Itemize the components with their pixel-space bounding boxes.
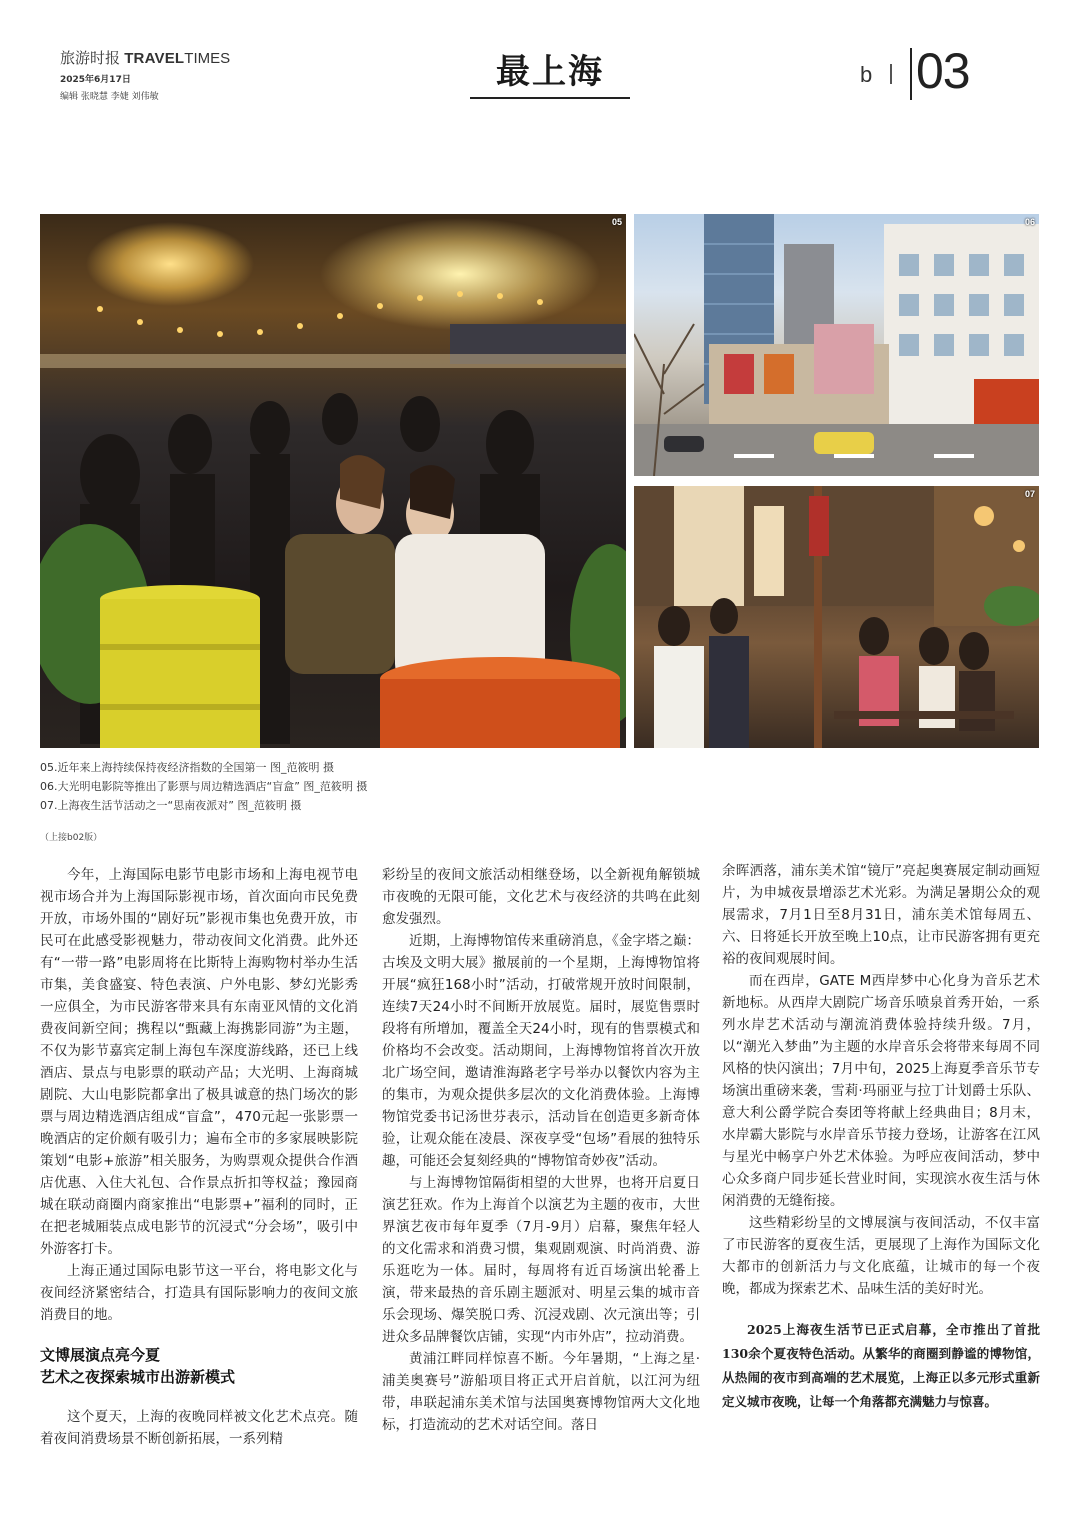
page-divider-short bbox=[890, 64, 892, 84]
night-market-illustration bbox=[40, 214, 626, 748]
subheading bbox=[40, 1344, 358, 1388]
paragraph: 这个夏天，上海的夜晚同样被文化艺术点亮。随着夜间消费场景不断创新拓展，一系列精 bbox=[40, 1409, 358, 1447]
brand-en-light: TIMES bbox=[184, 50, 231, 67]
newspaper-brand bbox=[60, 50, 260, 68]
photo-sinan-night-party bbox=[634, 486, 1039, 748]
paragraph: 余晖洒落，浦东美术馆“镜厅”亮起奥赛展定制动画短片，为申城夜景增添艺术光彩。为满足暑期公众的观展需求，7月1日至8月31日，浦东美术馆每周五、六、日将延长开放至晚上10点，让市民游客拥有更充裕的夜间观展时间。 bbox=[722, 863, 1040, 967]
continued-from-note: （上接b02版） bbox=[40, 833, 103, 843]
photo-tag-05: 05 bbox=[611, 217, 622, 227]
photo-night-market bbox=[40, 214, 626, 748]
photo-tag-07: 07 bbox=[1024, 489, 1035, 499]
caption-06: 06.大光明电影院等推出了影票与周边精选酒店“盲盒” 图_范筱明 摄 bbox=[40, 780, 368, 793]
paragraph: 这些精彩纷呈的文博展演与夜间活动，不仅丰富了市民游客的夏夜生活，更展现了上海作为国际文化大都市的创新活力与文化底蕴，让城市的每一个夜晚，都成为探索艺术、品味生活的美好时光。 bbox=[722, 1215, 1040, 1297]
photo-captions bbox=[40, 758, 640, 815]
paragraph: 上海正通过国际电影节这一平台，将电影文化与夜间经济紧密结合，打造具有国际影响力的夜间文旅消费目的地。 bbox=[40, 1263, 358, 1323]
subheading-line-2: 艺术之夜探索城市出游新模式 bbox=[40, 1368, 236, 1386]
summary-box: 2025上海夜生活节已正式启幕，全市推出了首批130余个夏夜特色活动。从繁华的商圈到静谧的博物馆，从热闹的夜市到高端的艺术展览，上海正以多元形式重新定义城市夜晚，让每一个角落都充满魅力与惊喜。 bbox=[722, 1322, 1040, 1409]
cinema-street-illustration bbox=[634, 214, 1039, 476]
paragraph: 彩纷呈的夜间文旅活动相继登场，以全新视角解锁城市夜晚的无限可能，文化艺术与夜经济的共鸣在此刻愈发强烈。 bbox=[382, 867, 700, 927]
section-title: 最上海 bbox=[496, 52, 604, 92]
masthead bbox=[60, 50, 260, 102]
paragraph: 近期，上海博物馆传来重磅消息，《金字塔之巅：古埃及文明大展》撤展前的一个星期，上海博物馆将开展“疯狂168小时”活动，打破常规开放时间限制，连续7天24小时不间断开放展览。届时，展览售票时段将有所增加，覆盖全天24小时，现有的售票模式和价格均不会改变。活动期间，上海博物馆将首次开放北广场空间，邀请淮海路老字号举办以餐饮内容为主的集市，为观众提供多层次的文化消费体验。上海博物馆党委书记汤世芬表示，活动旨在创造更多新奇体验，让观众能在凌晨、深夜享受“包场”看展的独特乐趣，可能还会复刻经典的“博物馆奇妙夜”活动。 bbox=[382, 933, 700, 1169]
paragraph: 而在西岸，GATE M西岸梦中心化身为音乐艺术新地标。从西岸大剧院广场音乐喷泉首秀开始，一系列水岸艺术活动与潮流消费体验持续升级。7月，以“潮光入梦曲”为主题的水岸音乐会将带来每周不同风格的快闪演出；7月中旬，2025上海夏季音乐节专场演出重磅来袭，雪莉·玛丽亚与拉丁计划爵士乐队、意大利公爵学院合奏团等将献上经典曲目；8月末，水岸霸大影院与水岸音乐节接力登场，让游客在江风与星光中畅享户外艺术体验。为呼应夜间活动，梦中心众多商户同步延长营业时间，实现滨水夜生活与休闲消费的无缝衔接。 bbox=[722, 973, 1040, 1209]
caption-05: 05.近年来上海持续保持夜经济指数的全国第一 图_范筱明 摄 bbox=[40, 761, 334, 774]
article-column-2 bbox=[382, 864, 700, 1436]
paragraph: 今年，上海国际电影节电影市场和上海电视节电视市场合并为上海国际影视市场，首次面向市民免费开放，市场外围的“剧好玩”影视市集也免费开放，市民可在此感受影视魅力，带动夜间文化消费。此外还有“一带一路”电影周将在比斯特上海购物村举办生活市集，美食盛宴、特色表演、户外电影、梦幻光影秀一应俱全，为市民游客带来具有东南亚风情的文化消费夜间新空间；携程以“甄藏上海携影同游”为主题，不仅为影节嘉宾定制上海包车深度游线路，还已上线酒店、景点与电影票的联动产品；大光明、上海商城剧院、大山电影院都拿出了极具诚意的热门场次的影票与周边精选酒店组成“盲盒”，470元起一张影票一晚酒店的定价颇有吸引力；遍布全市的多家展映影院策划“电影+旅游”相关服务，为购票观众提供合作酒店优惠、入住大礼包、合作景点折扣等权益；豫园商城在联动商圈内商家推出“电影票+”福利的同时，正在把老城厢装点成电影节的沉浸式“分会场”，吸引中外游客打卡。 bbox=[40, 867, 358, 1257]
brand-cn: 旅游时报 bbox=[60, 50, 121, 67]
subheading-line-1: 文博展演点亮今夏 bbox=[40, 1346, 161, 1364]
caption-07: 07.上海夜生活节活动之一“思南夜派对” 图_范筱明 摄 bbox=[40, 799, 302, 812]
article-column-3 bbox=[722, 860, 1040, 1414]
paragraph: 与上海博物馆隔街相望的大世界，也将开启夏日演艺狂欢。作为上海首个以演艺为主题的夜市，大世界演艺夜市每年夏季（7月-9月）启幕，聚焦年轻人的文化需求和消费习惯，集观剧观演、时尚消费、游乐逛吃为一体。届时，每周将有近百场演出轮番上演，带来最热的音乐剧主题派对、明星云集的城市音乐会现场、爆笑脱口秀、沉浸戏剧、次元演出等；引进众多品牌餐饮店铺，实现“内市外店”，拉动消费。 bbox=[382, 1175, 700, 1345]
night-party-illustration bbox=[634, 486, 1039, 748]
page-divider bbox=[910, 48, 912, 100]
page-number: 03 bbox=[916, 43, 970, 99]
photo-cinema-street bbox=[634, 214, 1039, 476]
title-underline bbox=[470, 97, 630, 99]
paragraph: 黄浦江畔同样惊喜不断。今年暑期，“上海之星·浦美奥赛号”游船项目将正式开启首航，以江河为纽带，串联起浦东美术馆与法国奥赛博物馆两大文化地标，打造流动的艺术对话空间。落日 bbox=[382, 1351, 700, 1433]
issue-date: 2025年6月17日 bbox=[60, 75, 131, 85]
page-prefix: b bbox=[860, 62, 873, 87]
editors-line: 编辑 张晓慧 李婕 刘伟敏 bbox=[60, 92, 159, 102]
article-column-1 bbox=[40, 864, 358, 1450]
brand-en-bold: TRAVEL bbox=[124, 50, 185, 67]
photo-tag-06: 06 bbox=[1024, 217, 1035, 227]
